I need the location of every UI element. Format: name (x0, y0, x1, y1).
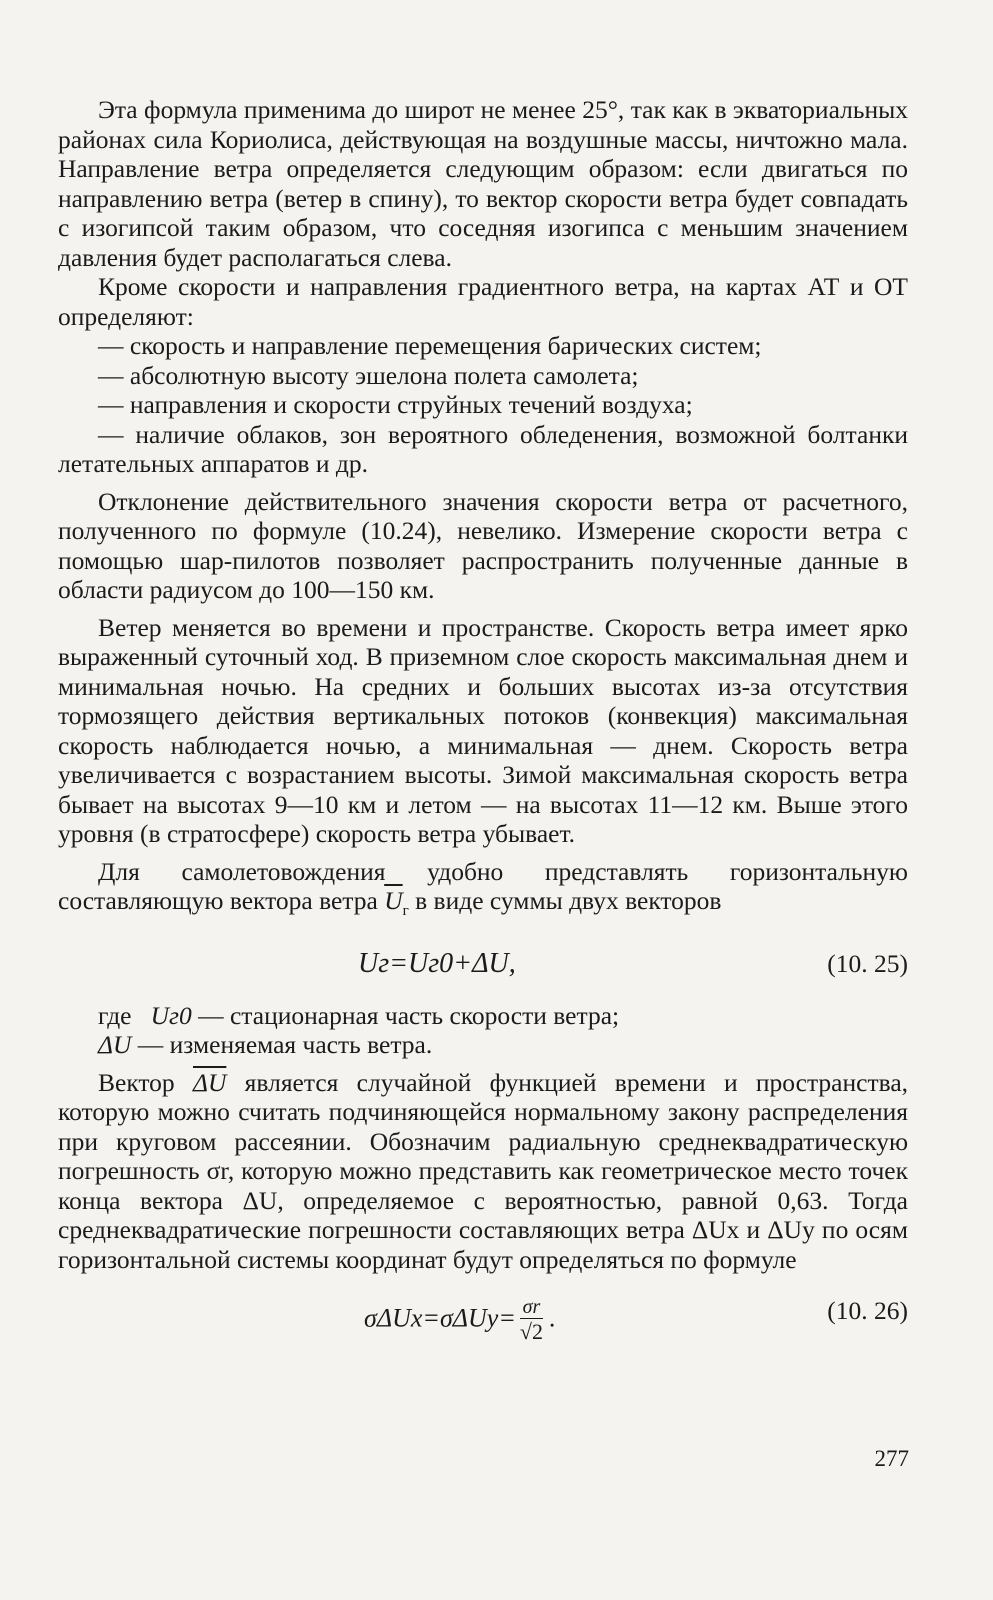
where-term-1-symbol: Uг0 (150, 1000, 192, 1030)
where-line-2 (58, 1030, 908, 1060)
list-item-4: — наличие облаков, зон вероятного обледенения, возможной болтанки летательных аппаратов и др. (58, 419, 908, 478)
formula-10-26-fraction (520, 1296, 543, 1345)
formula-10-26-number: (10. 26) (827, 1296, 908, 1326)
where-term-1-text: — стационарная часть скорости ветра; (198, 1000, 620, 1030)
wind-vector-subscript: г (402, 903, 409, 920)
delta-u-symbol: $\overline{\Delta U}$ (192, 1067, 227, 1097)
where-term-2-text: — изменяемая часть ветра. (137, 1030, 433, 1060)
fraction-denominator: √2 (519, 1319, 543, 1345)
paragraph-6-text-b: является случайной функцией времени и пространства, которую можно считать подчиняющейся нормальному закону распределения при круговом рассеянии. Обозначим радиальную среднеквадратическую погрешность σr, которую можно представить как геометрическое место точек конца вектора ΔU, определяемое с вероятностью, равной 0,63. Тогда среднеквадратические погрешности составляющих ветра ΔUx и ΔUy по осям горизонтальной системы координат будут определяться по формуле (58, 1067, 909, 1274)
fraction-numerator: σr (520, 1296, 543, 1319)
paragraph-6-text-a: Вектор (98, 1067, 175, 1097)
formula-10-26-tail: . (549, 1303, 556, 1333)
paragraph-1: Эта формула применима до широт не менее 25°, так как в экваториальных районах сила Кориолиса, действующая на воздушные массы, ничтожно мала. Направление ветра определяется следующим образом: если двигаться по направлению ветра (ветер в спину), то вектор скорости ветра будет совпадать с изогипсой таким образом, что соседняя изогипса с меньшим значением давления будет располагаться слева. (58, 95, 908, 272)
paragraph-5-text-a: Для самолетовождения удобно представлять горизонтальную составляющую вектора ветра (58, 856, 908, 915)
list-item-1: — скорость и направление перемещения барических систем; (98, 331, 762, 360)
formula-10-25-expression: Uг=Uг0+ΔU, (358, 947, 516, 979)
paragraph-5 (58, 857, 908, 927)
body-text (58, 95, 908, 1348)
paragraph-4: Ветер меняется во времени и пространстве. Скорость ветра имеет ярко выраженный суточный ход. В приземном слое скорость максимальная днем и минимальная ночью. На средних и больших высотах из-за отсутствия тормозящего действия вертикальных потоков (конвекция) максимальная скорость наблюдается ночью, а минимальная — днем. Скорость ветра увеличивается с возрастанием высоты. Зимой максимальная скорость ветра бывает на высотах 9—10 км и летом — на высотах 11—12 км. Выше этого уровня (в стратосфере) скорость ветра убывает. (58, 612, 908, 848)
formula-10-26-expression (364, 1296, 556, 1345)
formula-10-26 (58, 1274, 908, 1348)
paragraph-2: Кроме скорости и направления градиентного ветра, на картах АТ и ОТ определяют: (58, 272, 908, 331)
formula-10-25-number: (10. 25) (827, 948, 908, 978)
where-line-1 (58, 1001, 908, 1031)
where-term-2-symbol: ΔU (98, 1030, 132, 1060)
paragraph-6 (58, 1068, 908, 1275)
list-item-2: — абсолютную высоту эшелона полета самолета; (98, 360, 639, 390)
list-item-3: — направления и скорости струйных течений воздуха; (98, 390, 693, 419)
paragraph-3: Отклонение действительного значения скорости ветра от расчетного, полученного по формуле (10.24), невелико. Измерение скорости ветра с помощью шар-пилотов позволяет распространить полученные данные в области радиусом до 100—150 км. (58, 486, 908, 604)
formula-10-25 (58, 927, 908, 1001)
page-number: 277 (874, 1446, 909, 1471)
where-label: где (98, 1000, 132, 1030)
paragraph-5-text-b: в виде суммы двух векторов (415, 886, 722, 915)
wind-vector-symbol: $\overline{U}$ (384, 886, 403, 915)
formula-10-26-left: σΔUx=σΔUy= (364, 1303, 516, 1333)
